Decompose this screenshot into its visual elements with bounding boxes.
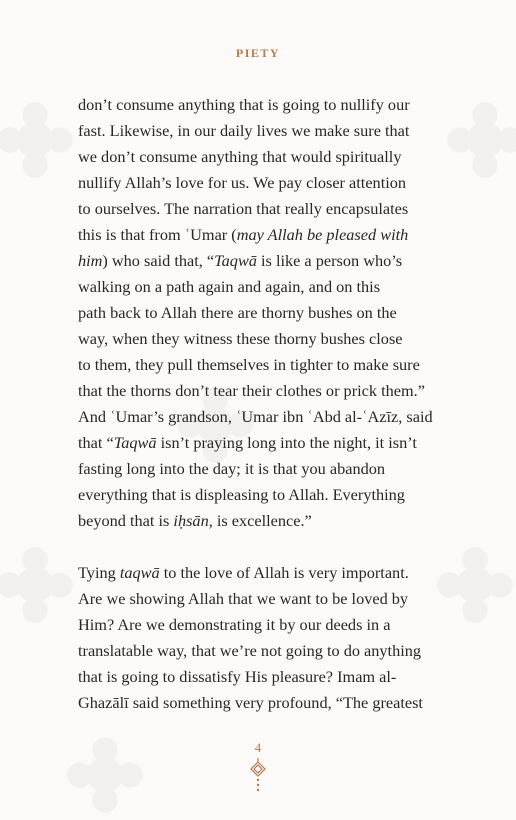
text-line (78, 430, 470, 456)
text-run: that “ (78, 433, 114, 452)
body-text (78, 92, 470, 716)
text-run: way, when they witness these thorny bushes close (78, 329, 403, 348)
text-run: everything that is displeasing to Allah. Everything (78, 485, 405, 504)
italic-text: taqwā (119, 563, 160, 582)
page-number: 4 (254, 740, 262, 755)
text-line (78, 144, 470, 170)
text-run: fast. Likewise, in our daily lives we make sure that (78, 121, 410, 140)
italic-text: Taqwā (113, 433, 157, 452)
text-line (78, 690, 470, 716)
paragraph (78, 560, 470, 716)
text-line (78, 92, 470, 118)
text-run: Tying (78, 563, 120, 582)
text-line (78, 326, 470, 352)
text-line (78, 404, 470, 430)
text-run: walking on a path again and again, and on this (78, 277, 381, 296)
italic-text: him (78, 251, 103, 270)
italic-text: may Allah be pleased with (236, 225, 409, 244)
text-run: is like a person who’s (256, 251, 403, 270)
text-line (78, 586, 470, 612)
text-run: Are we showing Allah that we want to be loved by (78, 589, 409, 608)
text-run: Him? Are we demonstrating it by our deeds in a (78, 615, 391, 634)
text-run: , is excellence.” (208, 511, 312, 530)
text-line (78, 664, 470, 690)
text-line (78, 612, 470, 638)
text-line (78, 352, 470, 378)
lantern-ornament-icon (248, 758, 268, 794)
text-line (78, 560, 470, 586)
text-run: Ghazālī said something very profound, “The greatest (78, 693, 423, 712)
text-line (78, 118, 470, 144)
text-line (78, 482, 470, 508)
text-run: path back to Allah there are thorny bushes on the (78, 303, 397, 322)
running-head: PIETY (235, 46, 281, 60)
text-line (78, 508, 470, 534)
text-run: that is going to dissatisfy His pleasure? Imam al- (78, 667, 397, 686)
italic-text: Taqwā (214, 251, 257, 270)
text-run: that the thorns don’t tear their clothes or prick them.” (78, 381, 425, 400)
text-line (78, 222, 470, 248)
text-run: to them, they pull themselves in tighter to make sure (78, 355, 420, 374)
text-run: we don’t consume anything that would spiritually (78, 147, 402, 166)
watermark-flower-icon (0, 95, 80, 185)
text-run: beyond that is (78, 511, 174, 530)
text-run: ) who said that, “ (102, 251, 215, 270)
italic-text: iḥsān (173, 511, 209, 530)
text-run: fasting long into the day; it is that you abandon (78, 459, 386, 478)
text-run: this is that from ʿUmar ( (78, 225, 237, 244)
text-run: to ourselves. The narration that really encapsulates (78, 199, 409, 218)
paragraph-gap (78, 534, 470, 560)
text-line (78, 638, 470, 664)
text-line (78, 196, 470, 222)
text-run: don’t consume anything that is going to nullify our (78, 95, 410, 114)
text-line (78, 456, 470, 482)
text-line (78, 170, 470, 196)
watermark-flower-icon (0, 540, 80, 630)
text-run: translatable way, that we’re not going to do anything (78, 641, 422, 660)
text-run: And ʿUmar’s grandson, ʿUmar ibn ʿAbd al-ʿAzīz, said (78, 407, 433, 426)
paragraph (78, 92, 470, 534)
text-line (78, 300, 470, 326)
text-run: nullify Allah’s love for us. We pay closer attention (78, 173, 407, 192)
text-line (78, 248, 470, 274)
text-run: to the love of Allah is very important. (159, 563, 409, 582)
text-run: isn’t praying long into the night, it isn’t (156, 433, 417, 452)
text-line (78, 378, 470, 404)
text-line (78, 274, 470, 300)
